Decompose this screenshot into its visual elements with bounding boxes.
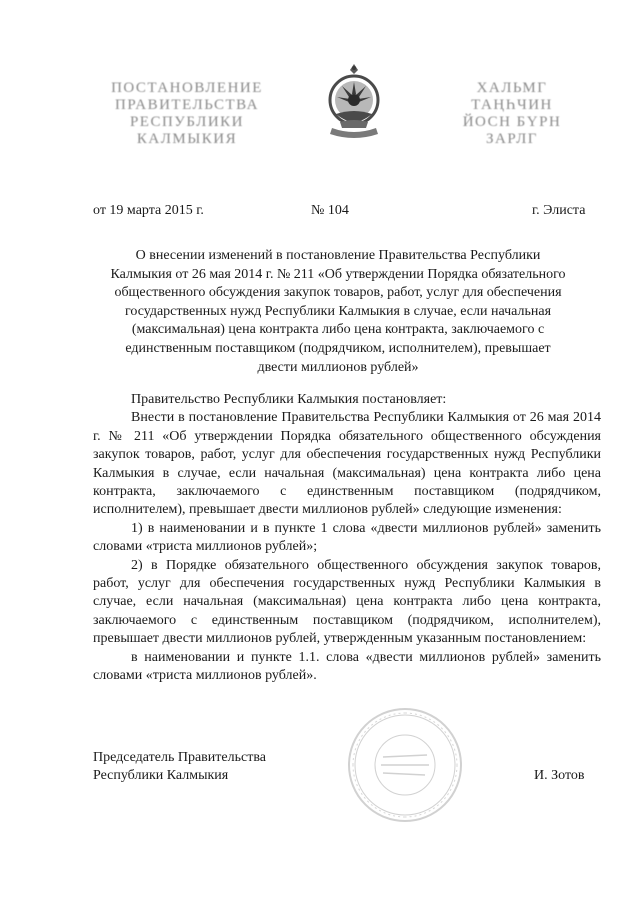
body-paragraph-item-2: 2) в Порядке обязательного общественного обсуждения закупок товаров, работ, услуг для обеспечения государственных нужд Республики Калмыкия в случае, если начальная (максимальная) цена контракта либо цена контракта, заключаемого с единственным поставщиком (подрядчиком, исполнителем), превышает двести миллионов рублей, утвержденным указанным постановлением: [93, 557, 601, 647]
document-city: г. Элиста [532, 203, 586, 218]
title-line: единственным поставщиком (подрядчиком, исполнителем), превышает [125, 340, 551, 356]
document-date: от 19 марта 2015 г. [93, 203, 204, 218]
letterhead-right-line: ХАЛЬМГ [476, 80, 548, 96]
title-line: Калмыкия от 26 мая 2014 г. № 211 «Об утверждении Порядка обязательного [110, 266, 566, 282]
letterhead-left-line: КАЛМЫКИЯ [136, 131, 238, 147]
signatory-position-line: Председатель Правительства [93, 750, 266, 765]
body-paragraph-preamble: Правительство Республики Калмыкия постановляет: [131, 392, 447, 407]
letterhead-right-line: ЙОСН БҮРН [462, 114, 562, 130]
letterhead-left [98, 80, 276, 148]
official-seal-stamp-icon [345, 705, 465, 825]
signatory-position-line: Республики Калмыкия [93, 768, 229, 783]
body-paragraph-item-1: 1) в наименовании и в пункте 1 слова «двести миллионов рублей» заменить словами «триста миллионов рублей»; [93, 520, 601, 555]
title-line: государственных нужд Республики Калмыкия в случае, если начальная [124, 303, 552, 319]
letterhead-right-line: ЗАРЛГ [486, 131, 538, 147]
signatory-position [93, 749, 266, 785]
letterhead-right [452, 80, 572, 148]
body-paragraph-item-2-detail: в наименовании и пункте 1.1. слова «двести миллионов рублей» заменить словами «триста миллионов рублей». [93, 649, 601, 684]
letterhead-left-line: РЕСПУБЛИКИ [129, 114, 245, 130]
coat-of-arms-emblem-icon [322, 62, 386, 144]
document-title [88, 247, 588, 377]
letterhead-right-line: ТАҢҺЧИН [471, 97, 553, 113]
title-line: О внесении изменений в постановление Правительства Республики [135, 248, 541, 263]
title-line: двести миллионов рублей» [257, 359, 419, 375]
document-number: № 104 [311, 203, 349, 218]
letterhead-left-line: ПОСТАНОВЛЕНИЕ [111, 80, 263, 96]
title-line: (максимальная) цена контракта либо цена контракта, заключаемого с [131, 322, 545, 338]
document-body [93, 391, 601, 686]
letterhead-left-line: ПРАВИТЕЛЬСТВА [114, 97, 260, 113]
body-paragraph-main: Внести в постановление Правительства Республики Калмыкия от 26 мая 2014 г. № 211 «Об утверждении Порядка обязательного общественного обсуждения закупок товаров, работ, услуг для обеспечения государственных нужд Республики Калмыкия в случае, если начальная (максимальная) цена контракта либо цена контракта, заключаемого с единственным поставщиком (подрядчиком, исполнителем), превышает двести миллионов рублей» следующие изменения: [93, 410, 601, 518]
signatory-name: И. Зотов [534, 768, 585, 783]
title-line: общественного обсуждения закупок товаров, работ, услуг для обеспечения [114, 285, 562, 301]
